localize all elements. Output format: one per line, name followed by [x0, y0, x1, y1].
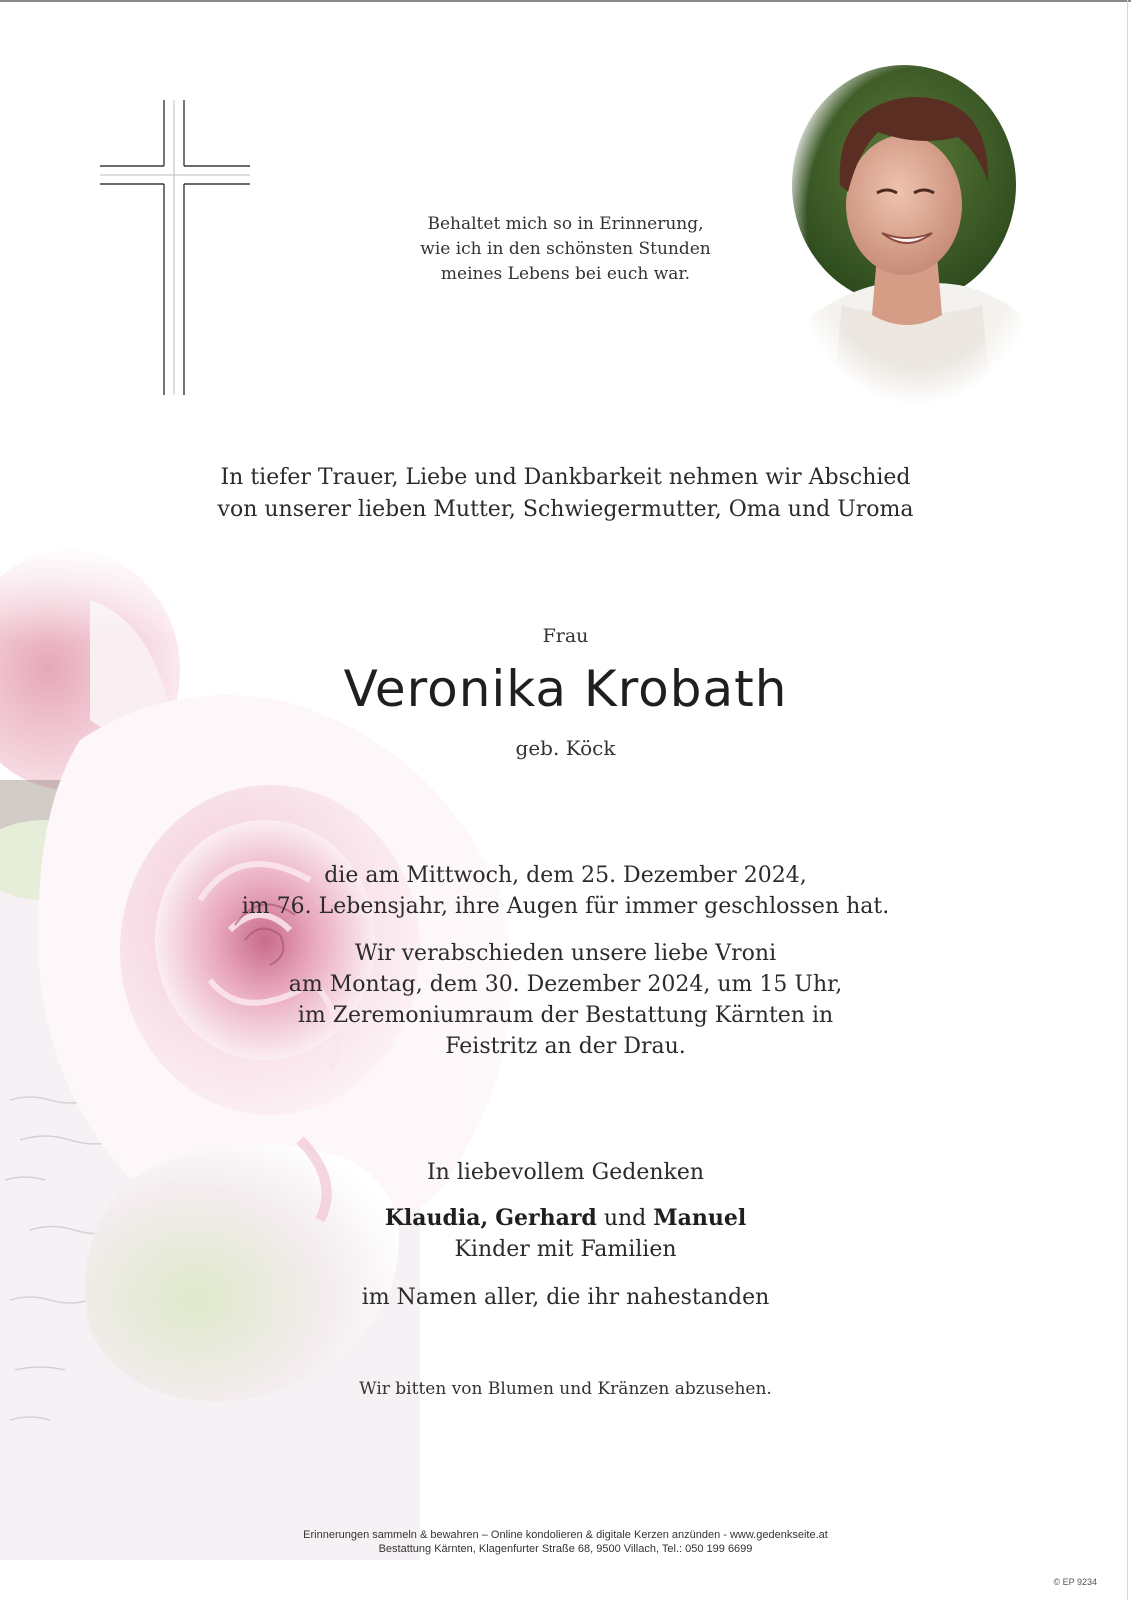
on-behalf-of-all: im Namen aller, die ihr nahestanden [361, 1285, 770, 1310]
deceased-name: Veronika Krobath [343, 660, 788, 718]
mourner-name: Manuel [653, 1205, 747, 1231]
flower-request: Wir bitten von Blumen und Kränzen abzusehen. [359, 1379, 772, 1399]
mourner-and: und [603, 1206, 647, 1231]
mourner-name: Gerhard [495, 1205, 597, 1231]
mourner-relation: Kinder mit Familien [454, 1237, 677, 1262]
memorial-quote [0, 212, 1131, 287]
footer-line-2: Bestattung Kärnten, Klagenfurter Straße 68, 9500 Villach, Tel.: 050 199 6699 [378, 1543, 753, 1555]
death-line: die am Mittwoch, dem 25. Dezember 2024, [324, 863, 807, 888]
mourner-names [0, 1205, 1131, 1231]
quote-line: meines Lebens bei euch war. [440, 264, 691, 284]
birth-name: geb. Köck [515, 736, 616, 760]
intro-line: In tiefer Trauer, Liebe und Dankbarkeit nehmen wir Abschied [220, 465, 911, 490]
funeral-details [0, 938, 1131, 1062]
funeral-line: am Montag, dem 30. Dezember 2024, um 15 Uhr, [288, 972, 843, 997]
funeral-line: Feistritz an der Drau. [445, 1034, 686, 1059]
memory-heading: In liebevollem Gedenken [426, 1160, 705, 1185]
footer-line-1: Erinnerungen sammeln & bewahren – Online kondolieren & digitale Kerzen anzünden - www.gedenkseite.at [303, 1529, 828, 1541]
intro-text [0, 462, 1131, 526]
funeral-line: im Zeremoniumraum der Bestattung Kärnten in [297, 1003, 834, 1028]
document-code: © EP 9234 [1053, 1577, 1097, 1587]
intro-line: von unserer lieben Mutter, Schwiegermutter, Oma und Uroma [217, 497, 914, 522]
mourner-name: Klaudia, [384, 1205, 489, 1231]
quote-line: Behaltet mich so in Erinnerung, [427, 214, 704, 234]
footer [0, 1528, 1131, 1556]
quote-line: wie ich in den schönsten Stunden [420, 239, 711, 259]
top-border [0, 0, 1131, 2]
funeral-line: Wir verabschieden unsere liebe Vroni [354, 941, 777, 966]
death-announcement [0, 860, 1131, 922]
death-line: im 76. Lebensjahr, ihre Augen für immer geschlossen hat. [241, 894, 890, 919]
salutation: Frau [542, 625, 589, 647]
